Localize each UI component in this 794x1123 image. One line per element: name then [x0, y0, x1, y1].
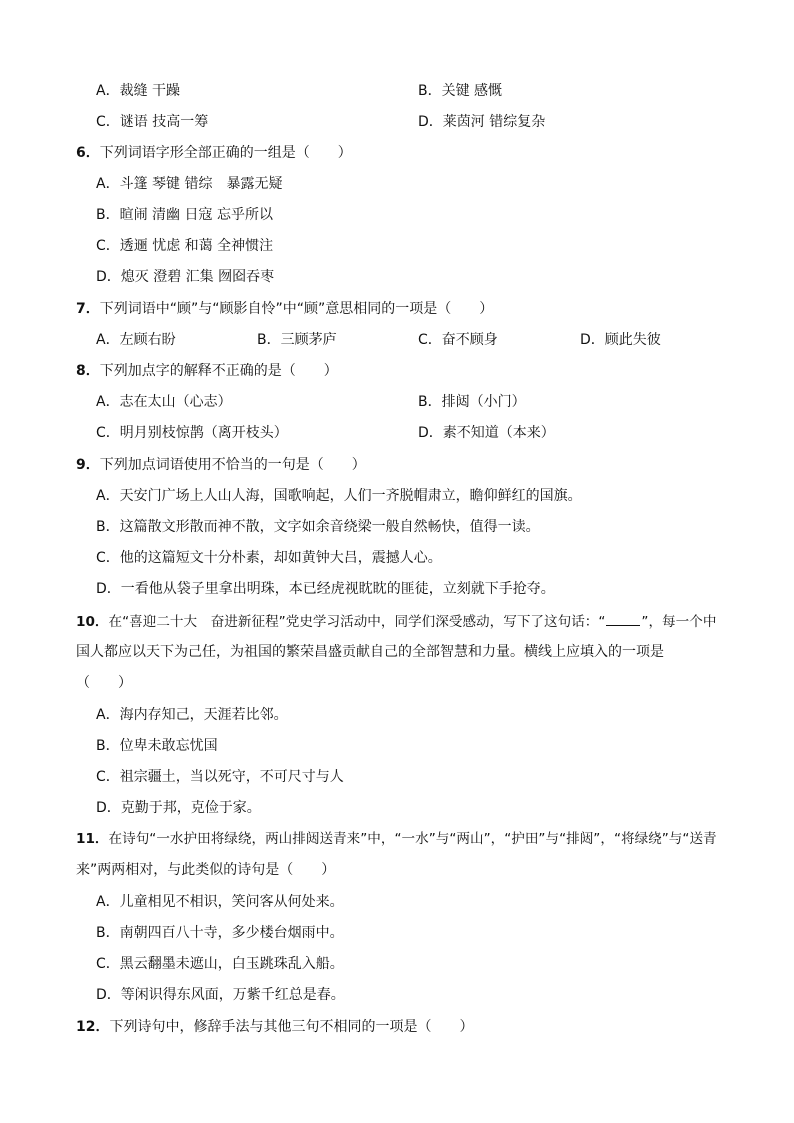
option-9b: B．这篇散文形散而神不散，文字如余音绕梁一般自然畅快，值得一读。 — [96, 519, 540, 535]
option-5b: B．关键 感慨 — [418, 83, 503, 99]
question-10-stem-line3: （ ） — [76, 675, 132, 691]
question-7-stem: 7．下列词语中“顾”与“顾影自怜”中“顾”意思相同的一项是（ ） — [76, 301, 494, 317]
option-9c: C．他的这篇短文十分朴素，却如黄钟大吕，震撼人心。 — [96, 550, 442, 566]
option-11b: B．南朝四百八十寺，多少楼台烟雨中。 — [96, 925, 344, 941]
option-7c: C．奋不顾身 — [418, 332, 498, 348]
option-7a: A．左顾右盼 — [96, 332, 176, 348]
option-5c: C．谜语 技高一筹 — [96, 114, 209, 130]
question-8-stem: 8．下列加点字的解释不正确的是（ ） — [76, 363, 338, 379]
option-6a: A．斗篷 琴键 错综 暴露无疑 — [96, 176, 283, 192]
option-8d: D．素不知道（本来） — [418, 425, 555, 441]
question-10-stem-line2: 国人都应以天下为己任，为祖国的繁荣昌盛贡献自己的全部智慧和力量。横线上应填入的一项是 — [76, 644, 664, 660]
option-10d: D．克勤于邦，克俭于家。 — [96, 800, 261, 816]
question-11-stem: 11．在诗句“一水护田将绿绕，两山排闼送青来”中，“一水”与“两山”，“护田”与“排闼”，“将绿绕”与“送青 — [76, 831, 717, 847]
option-5d: D．莱茵河 错综复杂 — [418, 114, 546, 130]
option-8b: B．排闼（小门） — [418, 394, 526, 410]
option-11a: A．儿童相见不相识，笑问客从何处来。 — [96, 894, 344, 910]
option-5a: A．裁缝 干躁 — [96, 83, 181, 99]
option-8c: C．明月别枝惊鹊（离开枝头） — [96, 425, 288, 441]
option-10b: B．位卑未敢忘忧国 — [96, 738, 218, 754]
option-11d: D．等闲识得东风面，万紫千红总是春。 — [96, 987, 345, 1003]
question-10-stem: 10．在“喜迎二十大 奋进新征程”党史学习活动中，同学们深受感动，写下了这句话：“ ”，每一个中 — [76, 611, 716, 632]
option-9d: D．一看他从袋子里拿出明珠，本已经虎视眈眈的匪徒，立刻就下手抢夺。 — [96, 581, 555, 597]
option-6b: B．暄闹 清幽 日寇 忘乎所以 — [96, 207, 273, 223]
option-11c: C．黑云翻墨未遮山，白玉跳珠乱入船。 — [96, 956, 344, 972]
question-9-stem: 9．下列加点词语使用不恰当的一句是（ ） — [76, 457, 366, 473]
fill-blank — [606, 611, 640, 626]
option-6d: D．熄灭 澄碧 汇集 囫囵吞枣 — [96, 269, 275, 285]
option-10a: A．海内存知己，天涯若比邻。 — [96, 707, 288, 723]
option-8a: A．志在太山（心志） — [96, 394, 232, 410]
question-6-stem: 6．下列词语字形全部正确的一组是（ ） — [76, 145, 352, 161]
option-10c: C．祖宗疆土，当以死守，不可尺寸与人 — [96, 769, 344, 785]
question-11-stem-line2: 来”两两相对，与此类似的诗句是（ ） — [76, 862, 336, 878]
question-12-stem: 12．下列诗句中，修辞手法与其他三句不相同的一项是（ ） — [76, 1019, 474, 1035]
option-7b: B．三顾茅庐 — [257, 332, 337, 348]
option-6c: C．透逦 忧虑 和蔼 全神惯注 — [96, 238, 274, 254]
option-9a: A．天安门广场上人山人海，国歌响起，人们一齐脱帽肃立，瞻仰鲜红的国旗。 — [96, 488, 582, 504]
option-7d: D．顾此失彼 — [580, 332, 661, 348]
